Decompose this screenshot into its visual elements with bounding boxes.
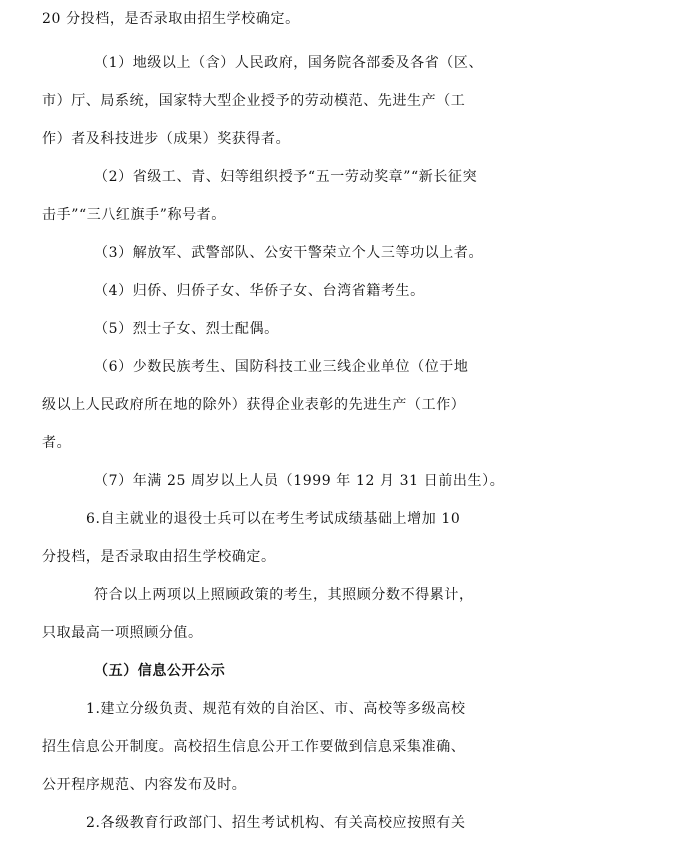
paragraph-line: （3）解放军、武警部队、公安干警荣立个人三等功以上者。	[94, 245, 484, 261]
paragraph-line: 只取最高一项照顾分值。	[42, 625, 203, 641]
paragraph-line: （5）烈士子女、烈士配偶。	[94, 321, 279, 337]
paragraph-line: 符合以上两项以上照顾政策的考生，其照顾分数不得累计，	[94, 587, 474, 603]
paragraph-line: 6.自主就业的退役士兵可以在考生考试成绩基础上增加 10	[86, 511, 461, 527]
paragraph-line: 者。	[42, 435, 72, 451]
paragraph-line: 20 分投档，是否录取由招生学校确定。	[42, 11, 300, 27]
paragraph-line: 1.建立分级负责、规范有效的自治区、市、高校等多级高校	[86, 701, 466, 717]
paragraph-line: （4）归侨、归侨子女、华侨子女、台湾省籍考生。	[94, 283, 425, 299]
paragraph-line: 击手”“三八红旗手”称号者。	[42, 207, 226, 223]
paragraph-line: （2）省级工、青、妇等组织授予“五一劳动奖章”“新长征突	[94, 169, 478, 185]
paragraph-line: 分投档，是否录取由招生学校确定。	[42, 549, 276, 565]
paragraph-line: 招生信息公开制度。高校招生信息公开工作要做到信息采集准确、	[42, 739, 466, 755]
paragraph-line: （6）少数民族考生、国防科技工业三线企业单位（位于地	[94, 359, 469, 375]
section-heading: （五）信息公开公示	[94, 663, 226, 679]
paragraph-line: 级以上人民政府所在地的除外）获得企业表彰的先进生产（工作）	[42, 397, 466, 413]
paragraph-line: （1）地级以上（含）人民政府，国务院各部委及各省（区、	[94, 55, 484, 71]
paragraph-line: （7）年满 25 周岁以上人员（1999 年 12 月 31 日前出生）。	[94, 473, 505, 489]
paragraph-line: 公开程序规范、内容发布及时。	[42, 777, 247, 793]
paragraph-line: 2.各级教育行政部门、招生考试机构、有关高校应按照有关	[86, 815, 466, 831]
paragraph-line: 市）厅、局系统，国家特大型企业授予的劳动模范、先进生产（工	[42, 93, 466, 109]
paragraph-line: 作）者及科技进步（成果）奖获得者。	[42, 131, 291, 147]
